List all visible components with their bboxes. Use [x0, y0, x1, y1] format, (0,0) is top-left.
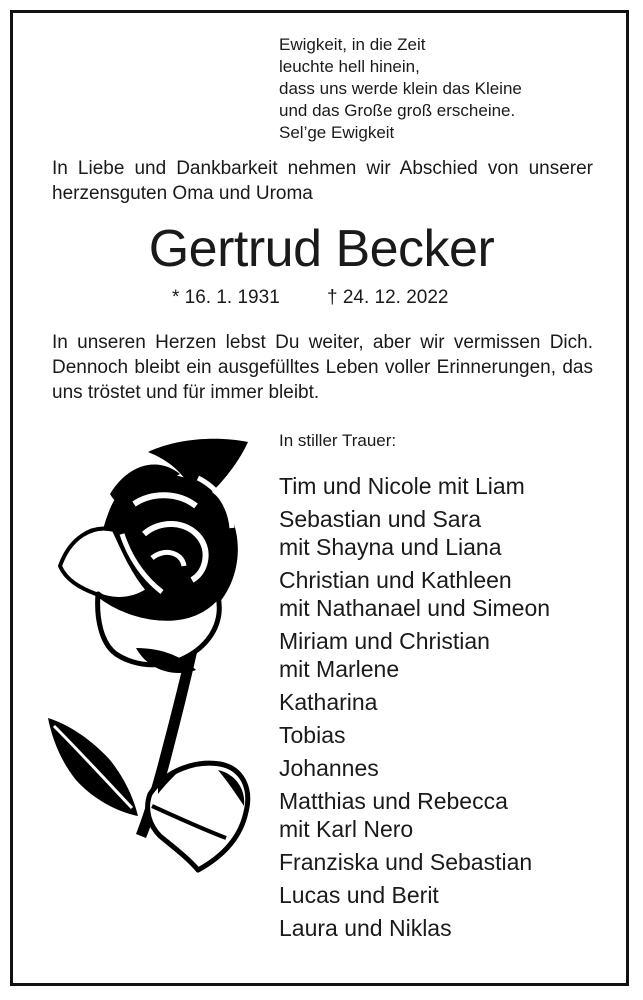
- mourner-line: Johannes: [279, 755, 379, 781]
- poem-line: dass uns werde klein das Kleine: [279, 79, 522, 98]
- poem-line: und das Große groß erscheine.: [279, 101, 516, 120]
- mourner-entry: [279, 754, 550, 782]
- intro-text: In Liebe und Dankbarkeit nehmen wir Abschied von unserer herzensguten Oma und Uroma: [52, 158, 593, 204]
- mourner-line: Sebastian und Sara: [279, 506, 482, 532]
- mourner-line: Lucas und Berit: [279, 882, 439, 908]
- deceased-name: Gertrud Becker: [148, 220, 495, 278]
- birth-date: * 16. 1. 1931: [172, 287, 280, 308]
- death-date: † 24. 12. 2022: [327, 287, 449, 308]
- mourner-line: Tobias: [279, 722, 346, 748]
- mourner-line: Tim und Nicole mit Liam: [279, 473, 525, 499]
- mourner-line: mit Karl Nero: [279, 816, 414, 842]
- mourner-entry: [279, 566, 550, 622]
- mourning-label: In stiller Trauer:: [279, 431, 397, 450]
- mourner-entry: [279, 472, 550, 500]
- tribute-text: In unseren Herzen lebst Du weiter, aber wir vermissen Dich. Dennoch bleibt ein ausgefülltes Leben voller Erinnerungen, das uns tröstet und für immer bleibt.: [52, 332, 593, 403]
- poem-line: Sel’ge Ewigkeit: [279, 123, 395, 142]
- mourner-entry: [279, 721, 550, 749]
- mourner-entry: [279, 505, 550, 561]
- mourner-entry: [279, 688, 550, 716]
- mourner-entry: [279, 914, 550, 942]
- poem-line: leuchte hell hinein,: [279, 57, 420, 76]
- mourner-line: Matthias und Rebecca: [279, 788, 508, 814]
- rose-icon: [48, 434, 260, 880]
- mourner-entry: [279, 881, 550, 909]
- mourner-list: [279, 472, 550, 947]
- mourner-line: Franziska und Sebastian: [279, 849, 533, 875]
- mourner-line: Katharina: [279, 689, 378, 715]
- mourner-line: Christian und Kathleen: [279, 567, 512, 593]
- mourner-line: Miriam und Christian: [279, 628, 490, 654]
- poem-line: Ewigkeit, in die Zeit: [279, 35, 426, 54]
- mourner-line: Laura und Niklas: [279, 915, 452, 941]
- mourner-line: mit Nathanael und Simeon: [279, 595, 551, 621]
- mourner-line: mit Shayna und Liana: [279, 534, 502, 560]
- mourner-entry: [279, 627, 550, 683]
- mourner-entry: [279, 787, 550, 843]
- mourner-entry: [279, 848, 550, 876]
- mourner-line: mit Marlene: [279, 656, 400, 682]
- poem: [279, 34, 522, 144]
